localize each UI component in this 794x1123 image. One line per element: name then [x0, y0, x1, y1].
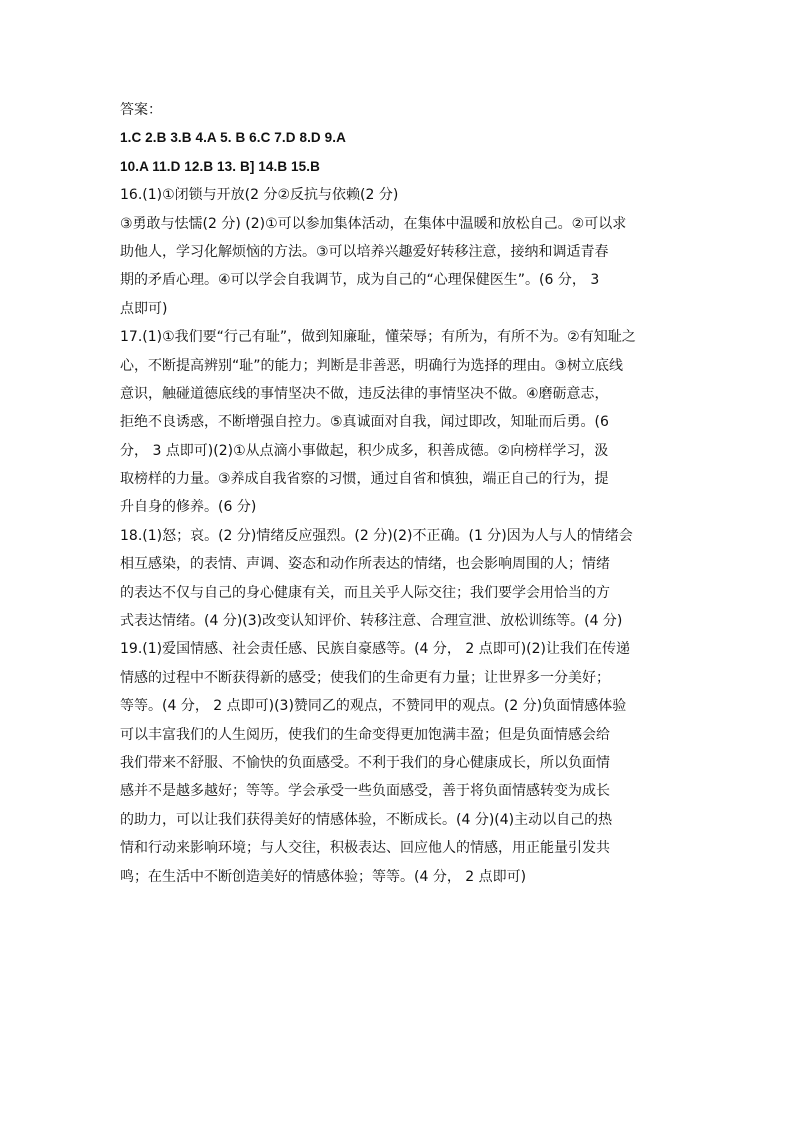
- answer-line-16-3: 助他人，学习化解烦恼的方法。③可以培养兴趣爱好转移注意，接纳和调适青春: [120, 243, 609, 260]
- answer-line-19-1: 19.(1)爱国情感、社会责任感、民族自豪感等。(4 分， 2 点即可)(2)让我们在传递: [120, 641, 631, 658]
- answer-line-19-4: 可以丰富我们的人生阅历，使我们的生命变得更加饱满丰盈；但是负面情感会给: [120, 726, 610, 743]
- answer-line-16-4: 期的矛盾心理。④可以学会自我调节，成为自己的“心理保健医生”。(6 分， 3: [120, 272, 600, 289]
- answer-line-choice-1: 1.C 2.B 3.B 4.A 5. B 6.C 7.D 8.D 9.A: [120, 130, 346, 146]
- answer-line-18-4: 式表达情绪。(4 分)(3)改变认知评价、转移注意、合理宣泄、放松训练等。(4 分): [120, 613, 623, 630]
- answer-line-choice-2: 10.A 11.D 12.B 13. B] 14.B 15.B: [120, 158, 320, 174]
- answer-line-18-3: 的表达不仅与自己的身心健康有关，而且关乎人际交往；我们要学会用恰当的方: [120, 584, 610, 601]
- answer-line-19-7: 的助力，可以让我们获得美好的情感体验，不断成长。(4 分)(4)主动以自己的热: [120, 811, 613, 828]
- answer-heading: 答案：: [120, 102, 162, 118]
- answer-line-17-1: 17.(1)①我们要“行己有耻”，做到知廉耻，懂荣辱；有所为，有所不为。②有知耻之: [120, 329, 636, 346]
- answer-line-19-6: 感并不是越多越好；等等。学会承受一些负面感受，善于将负面情感转变为成长: [120, 783, 610, 800]
- answer-line-19-9: 鸣；在生活中不断创造美好的情感体验；等等。(4 分， 2 点即可): [120, 868, 527, 885]
- answer-line-16-1: 16.(1)①闭锁与开放(2 分②反抗与依赖(2 分): [120, 187, 399, 204]
- answer-line-19-3: 等等。(4 分， 2 点即可)(3)赞同乙的观点，不赞同甲的观点。(2 分)负面情感体验: [120, 698, 627, 715]
- answer-line-17-7: 升自身的修养。(6 分): [120, 499, 257, 516]
- answer-line-18-1: 18.(1)怒；哀。(2 分)情绪反应强烈。(2 分)(2)不正确。(1 分)因为人与人的情绪会: [120, 527, 633, 544]
- answer-line-19-8: 情和行动来影响环境；与人交往，积极表达、回应他人的情感，用正能量引发共: [120, 840, 610, 857]
- answer-line-17-2: 心，不断提高辨别“耻”的能力；判断是非善恶，明确行为选择的理由。③树立底线: [120, 357, 624, 374]
- answer-line-17-4: 拒绝不良诱惑，不断增强自控力。⑤真诚面对自我，闻过即改，知耻而后勇。(6: [120, 414, 609, 431]
- answer-line-19-5: 我们带来不舒服、不愉快的负面感受。不利于我们的身心健康成长，所以负面情: [120, 754, 610, 771]
- answer-line-17-6: 取榜样的力量。③养成自我省察的习惯，通过自省和慎独，端正自己的行为，提: [120, 471, 609, 488]
- answer-line-17-3: 意识，触碰道德底线的事情坚决不做，违反法律的事情坚决不做。④磨砺意志，: [120, 385, 609, 402]
- answer-line-17-5: 分， 3 点即可)(2)①从点滴小事做起，积少成多，积善成德。②向榜样学习，汲: [120, 442, 609, 459]
- answer-sheet: [120, 96, 680, 891]
- answer-line-16-5: 点即可): [120, 300, 168, 317]
- answer-line-19-2: 情感的过程中不断获得新的感受；使我们的生命更有力量；让世界多一分美好；: [120, 669, 610, 686]
- answer-line-18-2: 相互感染，的表情、声调、姿态和动作所表达的情绪，也会影响周围的人；情绪: [120, 556, 610, 573]
- answer-line-16-2: ③勇敢与怯懦(2 分) (2)①可以参加集体活动，在集体中温暖和放松自己。②可以求: [120, 215, 627, 232]
